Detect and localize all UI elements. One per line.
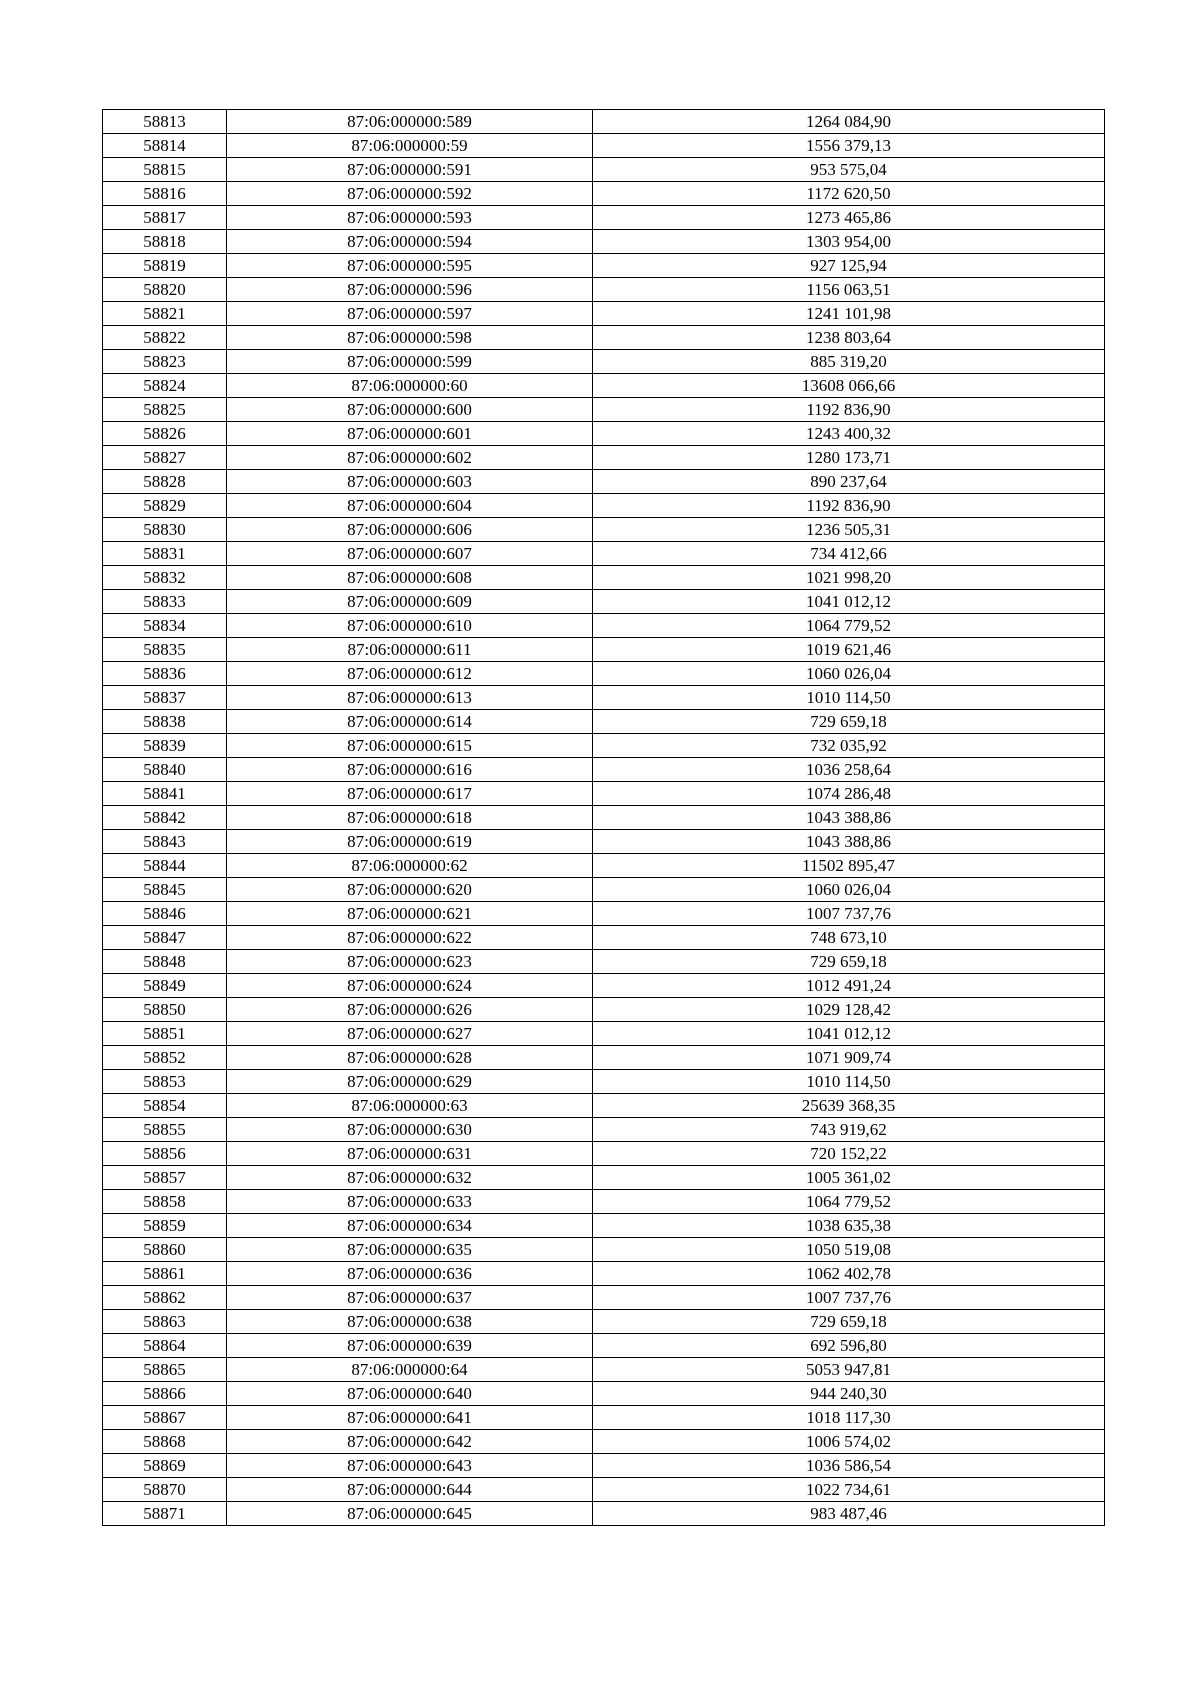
cadastral-number-cell: 87:06:000000:643 xyxy=(227,1454,593,1478)
cadastral-value-cell: 5053 947,81 xyxy=(593,1358,1105,1382)
cadastral-number-cell: 87:06:000000:619 xyxy=(227,830,593,854)
cadastral-number-cell: 87:06:000000:596 xyxy=(227,278,593,302)
table-row xyxy=(103,1502,1105,1526)
table-row xyxy=(103,614,1105,638)
table-row xyxy=(103,1142,1105,1166)
cadastral-value-cell: 1012 491,24 xyxy=(593,974,1105,998)
row-number-cell: 58816 xyxy=(103,182,227,206)
cadastral-number-cell: 87:06:000000:602 xyxy=(227,446,593,470)
row-number-cell: 58849 xyxy=(103,974,227,998)
cadastral-value-cell: 1556 379,13 xyxy=(593,134,1105,158)
table-row xyxy=(103,1022,1105,1046)
row-number-cell: 58831 xyxy=(103,542,227,566)
table-row xyxy=(103,1286,1105,1310)
row-number-cell: 58854 xyxy=(103,1094,227,1118)
table-row xyxy=(103,110,1105,134)
row-number-cell: 58819 xyxy=(103,254,227,278)
row-number-cell: 58818 xyxy=(103,230,227,254)
cadastral-value-cell: 729 659,18 xyxy=(593,1310,1105,1334)
cadastral-number-cell: 87:06:000000:622 xyxy=(227,926,593,950)
cadastral-number-cell: 87:06:000000:610 xyxy=(227,614,593,638)
table-row xyxy=(103,518,1105,542)
cadastral-number-cell: 87:06:000000:634 xyxy=(227,1214,593,1238)
cadastral-value-cell: 890 237,64 xyxy=(593,470,1105,494)
cadastral-number-cell: 87:06:000000:608 xyxy=(227,566,593,590)
table-row xyxy=(103,1454,1105,1478)
cadastral-value-cell: 25639 368,35 xyxy=(593,1094,1105,1118)
cadastral-number-cell: 87:06:000000:623 xyxy=(227,950,593,974)
cadastral-value-cell: 720 152,22 xyxy=(593,1142,1105,1166)
cadastral-number-cell: 87:06:000000:617 xyxy=(227,782,593,806)
table-row xyxy=(103,1070,1105,1094)
row-number-cell: 58844 xyxy=(103,854,227,878)
cadastral-number-cell: 87:06:000000:624 xyxy=(227,974,593,998)
table-row xyxy=(103,710,1105,734)
cadastral-value-cell: 1019 621,46 xyxy=(593,638,1105,662)
row-number-cell: 58862 xyxy=(103,1286,227,1310)
cadastral-number-cell: 87:06:000000:620 xyxy=(227,878,593,902)
table-row xyxy=(103,278,1105,302)
table-row xyxy=(103,542,1105,566)
table-row xyxy=(103,1238,1105,1262)
table-row xyxy=(103,230,1105,254)
cadastral-value-cell: 732 035,92 xyxy=(593,734,1105,758)
table-row xyxy=(103,374,1105,398)
table-row xyxy=(103,494,1105,518)
row-number-cell: 58840 xyxy=(103,758,227,782)
cadastral-number-cell: 87:06:000000:594 xyxy=(227,230,593,254)
table-row xyxy=(103,1046,1105,1070)
row-number-cell: 58839 xyxy=(103,734,227,758)
row-number-cell: 58838 xyxy=(103,710,227,734)
cadastral-number-cell: 87:06:000000:589 xyxy=(227,110,593,134)
cadastral-number-cell: 87:06:000000:597 xyxy=(227,302,593,326)
cadastral-number-cell: 87:06:000000:632 xyxy=(227,1166,593,1190)
table-row xyxy=(103,1214,1105,1238)
table-row xyxy=(103,902,1105,926)
row-number-cell: 58852 xyxy=(103,1046,227,1070)
row-number-cell: 58833 xyxy=(103,590,227,614)
row-number-cell: 58848 xyxy=(103,950,227,974)
cadastral-value-cell: 692 596,80 xyxy=(593,1334,1105,1358)
row-number-cell: 58865 xyxy=(103,1358,227,1382)
cadastral-number-cell: 87:06:000000:613 xyxy=(227,686,593,710)
cadastral-value-cell: 1062 402,78 xyxy=(593,1262,1105,1286)
cadastral-value-cell: 885 319,20 xyxy=(593,350,1105,374)
cadastral-value-cell: 1273 465,86 xyxy=(593,206,1105,230)
cadastral-value-cell: 1280 173,71 xyxy=(593,446,1105,470)
cadastral-number-cell: 87:06:000000:645 xyxy=(227,1502,593,1526)
cadastral-value-cell: 1010 114,50 xyxy=(593,1070,1105,1094)
table-row xyxy=(103,854,1105,878)
cadastral-value-cell: 743 919,62 xyxy=(593,1118,1105,1142)
cadastral-value-cell: 953 575,04 xyxy=(593,158,1105,182)
table-row xyxy=(103,806,1105,830)
row-number-cell: 58837 xyxy=(103,686,227,710)
row-number-cell: 58835 xyxy=(103,638,227,662)
cadastral-number-cell: 87:06:000000:598 xyxy=(227,326,593,350)
cadastral-number-cell: 87:06:000000:628 xyxy=(227,1046,593,1070)
cadastral-number-cell: 87:06:000000:636 xyxy=(227,1262,593,1286)
cadastral-value-cell: 1041 012,12 xyxy=(593,590,1105,614)
table-row xyxy=(103,1190,1105,1214)
table-row xyxy=(103,1358,1105,1382)
cadastral-number-cell: 87:06:000000:595 xyxy=(227,254,593,278)
cadastral-value-cell: 1010 114,50 xyxy=(593,686,1105,710)
table-row xyxy=(103,1262,1105,1286)
cadastral-value-cell: 1192 836,90 xyxy=(593,398,1105,422)
cadastral-number-cell: 87:06:000000:644 xyxy=(227,1478,593,1502)
cadastral-value-cell: 1156 063,51 xyxy=(593,278,1105,302)
table-row xyxy=(103,302,1105,326)
cadastral-value-cell: 1041 012,12 xyxy=(593,1022,1105,1046)
cadastral-value-cell: 1264 084,90 xyxy=(593,110,1105,134)
cadastral-value-cell: 729 659,18 xyxy=(593,710,1105,734)
cadastral-value-table xyxy=(102,109,1105,1526)
row-number-cell: 58841 xyxy=(103,782,227,806)
row-number-cell: 58829 xyxy=(103,494,227,518)
table-row xyxy=(103,974,1105,998)
cadastral-value-cell: 1043 388,86 xyxy=(593,806,1105,830)
row-number-cell: 58814 xyxy=(103,134,227,158)
table-row xyxy=(103,350,1105,374)
table-row xyxy=(103,590,1105,614)
cadastral-number-cell: 87:06:000000:639 xyxy=(227,1334,593,1358)
cadastral-number-cell: 87:06:000000:635 xyxy=(227,1238,593,1262)
table-row xyxy=(103,254,1105,278)
row-number-cell: 58856 xyxy=(103,1142,227,1166)
cadastral-value-cell: 1236 505,31 xyxy=(593,518,1105,542)
cadastral-number-cell: 87:06:000000:638 xyxy=(227,1310,593,1334)
row-number-cell: 58822 xyxy=(103,326,227,350)
cadastral-value-cell: 1192 836,90 xyxy=(593,494,1105,518)
cadastral-number-cell: 87:06:000000:606 xyxy=(227,518,593,542)
table-row xyxy=(103,1334,1105,1358)
row-number-cell: 58870 xyxy=(103,1478,227,1502)
cadastral-value-cell: 1050 519,08 xyxy=(593,1238,1105,1262)
table-row xyxy=(103,686,1105,710)
cadastral-number-cell: 87:06:000000:627 xyxy=(227,1022,593,1046)
cadastral-number-cell: 87:06:000000:621 xyxy=(227,902,593,926)
row-number-cell: 58868 xyxy=(103,1430,227,1454)
cadastral-number-cell: 87:06:000000:591 xyxy=(227,158,593,182)
table-row xyxy=(103,422,1105,446)
row-number-cell: 58828 xyxy=(103,470,227,494)
row-number-cell: 58861 xyxy=(103,1262,227,1286)
row-number-cell: 58824 xyxy=(103,374,227,398)
row-number-cell: 58853 xyxy=(103,1070,227,1094)
cadastral-value-cell: 1071 909,74 xyxy=(593,1046,1105,1070)
cadastral-value-cell: 1064 779,52 xyxy=(593,614,1105,638)
cadastral-number-cell: 87:06:000000:63 xyxy=(227,1094,593,1118)
row-number-cell: 58855 xyxy=(103,1118,227,1142)
table-row xyxy=(103,926,1105,950)
row-number-cell: 58842 xyxy=(103,806,227,830)
cadastral-number-cell: 87:06:000000:592 xyxy=(227,182,593,206)
cadastral-number-cell: 87:06:000000:64 xyxy=(227,1358,593,1382)
table-body xyxy=(103,110,1105,1526)
row-number-cell: 58863 xyxy=(103,1310,227,1334)
row-number-cell: 58827 xyxy=(103,446,227,470)
cadastral-number-cell: 87:06:000000:626 xyxy=(227,998,593,1022)
row-number-cell: 58820 xyxy=(103,278,227,302)
cadastral-value-cell: 1036 586,54 xyxy=(593,1454,1105,1478)
table-row xyxy=(103,782,1105,806)
row-number-cell: 58836 xyxy=(103,662,227,686)
cadastral-number-cell: 87:06:000000:637 xyxy=(227,1286,593,1310)
row-number-cell: 58826 xyxy=(103,422,227,446)
cadastral-number-cell: 87:06:000000:62 xyxy=(227,854,593,878)
row-number-cell: 58851 xyxy=(103,1022,227,1046)
cadastral-number-cell: 87:06:000000:642 xyxy=(227,1430,593,1454)
row-number-cell: 58817 xyxy=(103,206,227,230)
row-number-cell: 58867 xyxy=(103,1406,227,1430)
cadastral-value-cell: 1005 361,02 xyxy=(593,1166,1105,1190)
cadastral-value-cell: 1064 779,52 xyxy=(593,1190,1105,1214)
row-number-cell: 58825 xyxy=(103,398,227,422)
cadastral-value-cell: 1243 400,32 xyxy=(593,422,1105,446)
cadastral-value-cell: 1007 737,76 xyxy=(593,1286,1105,1310)
cadastral-value-cell: 944 240,30 xyxy=(593,1382,1105,1406)
table-row xyxy=(103,1094,1105,1118)
cadastral-value-cell: 734 412,66 xyxy=(593,542,1105,566)
cadastral-number-cell: 87:06:000000:612 xyxy=(227,662,593,686)
table-row xyxy=(103,134,1105,158)
cadastral-number-cell: 87:06:000000:616 xyxy=(227,758,593,782)
row-number-cell: 58858 xyxy=(103,1190,227,1214)
row-number-cell: 58823 xyxy=(103,350,227,374)
table-row xyxy=(103,182,1105,206)
cadastral-value-cell: 1303 954,00 xyxy=(593,230,1105,254)
row-number-cell: 58859 xyxy=(103,1214,227,1238)
table-row xyxy=(103,1310,1105,1334)
table-row xyxy=(103,1430,1105,1454)
table-row xyxy=(103,950,1105,974)
cadastral-number-cell: 87:06:000000:600 xyxy=(227,398,593,422)
cadastral-value-cell: 1241 101,98 xyxy=(593,302,1105,326)
cadastral-value-cell: 1036 258,64 xyxy=(593,758,1105,782)
table-row xyxy=(103,398,1105,422)
cadastral-number-cell: 87:06:000000:640 xyxy=(227,1382,593,1406)
table-row xyxy=(103,206,1105,230)
cadastral-number-cell: 87:06:000000:631 xyxy=(227,1142,593,1166)
row-number-cell: 58832 xyxy=(103,566,227,590)
cadastral-value-cell: 729 659,18 xyxy=(593,950,1105,974)
row-number-cell: 58857 xyxy=(103,1166,227,1190)
row-number-cell: 58850 xyxy=(103,998,227,1022)
row-number-cell: 58834 xyxy=(103,614,227,638)
cadastral-number-cell: 87:06:000000:614 xyxy=(227,710,593,734)
cadastral-number-cell: 87:06:000000:615 xyxy=(227,734,593,758)
table-row xyxy=(103,1166,1105,1190)
cadastral-value-cell: 927 125,94 xyxy=(593,254,1105,278)
row-number-cell: 58846 xyxy=(103,902,227,926)
row-number-cell: 58847 xyxy=(103,926,227,950)
cadastral-number-cell: 87:06:000000:611 xyxy=(227,638,593,662)
table-row xyxy=(103,1382,1105,1406)
cadastral-value-cell: 1029 128,42 xyxy=(593,998,1105,1022)
table-row xyxy=(103,662,1105,686)
row-number-cell: 58813 xyxy=(103,110,227,134)
row-number-cell: 58843 xyxy=(103,830,227,854)
table-row xyxy=(103,1478,1105,1502)
table-row xyxy=(103,1406,1105,1430)
row-number-cell: 58830 xyxy=(103,518,227,542)
row-number-cell: 58871 xyxy=(103,1502,227,1526)
row-number-cell: 58815 xyxy=(103,158,227,182)
cadastral-value-cell: 1060 026,04 xyxy=(593,662,1105,686)
cadastral-number-cell: 87:06:000000:593 xyxy=(227,206,593,230)
cadastral-value-cell: 1074 286,48 xyxy=(593,782,1105,806)
cadastral-value-cell: 983 487,46 xyxy=(593,1502,1105,1526)
row-number-cell: 58821 xyxy=(103,302,227,326)
table-row xyxy=(103,878,1105,902)
table-row xyxy=(103,998,1105,1022)
table-row xyxy=(103,758,1105,782)
cadastral-value-cell: 1018 117,30 xyxy=(593,1406,1105,1430)
cadastral-number-cell: 87:06:000000:603 xyxy=(227,470,593,494)
cadastral-number-cell: 87:06:000000:59 xyxy=(227,134,593,158)
cadastral-value-cell: 1021 998,20 xyxy=(593,566,1105,590)
cadastral-number-cell: 87:06:000000:604 xyxy=(227,494,593,518)
cadastral-number-cell: 87:06:000000:633 xyxy=(227,1190,593,1214)
cadastral-value-cell: 1238 803,64 xyxy=(593,326,1105,350)
cadastral-number-cell: 87:06:000000:607 xyxy=(227,542,593,566)
cadastral-number-cell: 87:06:000000:60 xyxy=(227,374,593,398)
cadastral-value-cell: 1172 620,50 xyxy=(593,182,1105,206)
row-number-cell: 58864 xyxy=(103,1334,227,1358)
table-row xyxy=(103,326,1105,350)
cadastral-value-cell: 1006 574,02 xyxy=(593,1430,1105,1454)
table-row xyxy=(103,638,1105,662)
cadastral-number-cell: 87:06:000000:630 xyxy=(227,1118,593,1142)
table-row xyxy=(103,470,1105,494)
row-number-cell: 58869 xyxy=(103,1454,227,1478)
cadastral-number-cell: 87:06:000000:601 xyxy=(227,422,593,446)
row-number-cell: 58860 xyxy=(103,1238,227,1262)
cadastral-value-cell: 1060 026,04 xyxy=(593,878,1105,902)
table-row xyxy=(103,734,1105,758)
table-row xyxy=(103,830,1105,854)
cadastral-number-cell: 87:06:000000:618 xyxy=(227,806,593,830)
table-row xyxy=(103,566,1105,590)
cadastral-number-cell: 87:06:000000:629 xyxy=(227,1070,593,1094)
row-number-cell: 58845 xyxy=(103,878,227,902)
cadastral-number-cell: 87:06:000000:599 xyxy=(227,350,593,374)
cadastral-value-cell: 1038 635,38 xyxy=(593,1214,1105,1238)
cadastral-value-cell: 11502 895,47 xyxy=(593,854,1105,878)
cadastral-value-cell: 13608 066,66 xyxy=(593,374,1105,398)
row-number-cell: 58866 xyxy=(103,1382,227,1406)
cadastral-value-cell: 1022 734,61 xyxy=(593,1478,1105,1502)
cadastral-value-cell: 748 673,10 xyxy=(593,926,1105,950)
table-row xyxy=(103,158,1105,182)
cadastral-number-cell: 87:06:000000:641 xyxy=(227,1406,593,1430)
cadastral-number-cell: 87:06:000000:609 xyxy=(227,590,593,614)
table-row xyxy=(103,446,1105,470)
table-row xyxy=(103,1118,1105,1142)
cadastral-value-cell: 1043 388,86 xyxy=(593,830,1105,854)
cadastral-value-cell: 1007 737,76 xyxy=(593,902,1105,926)
